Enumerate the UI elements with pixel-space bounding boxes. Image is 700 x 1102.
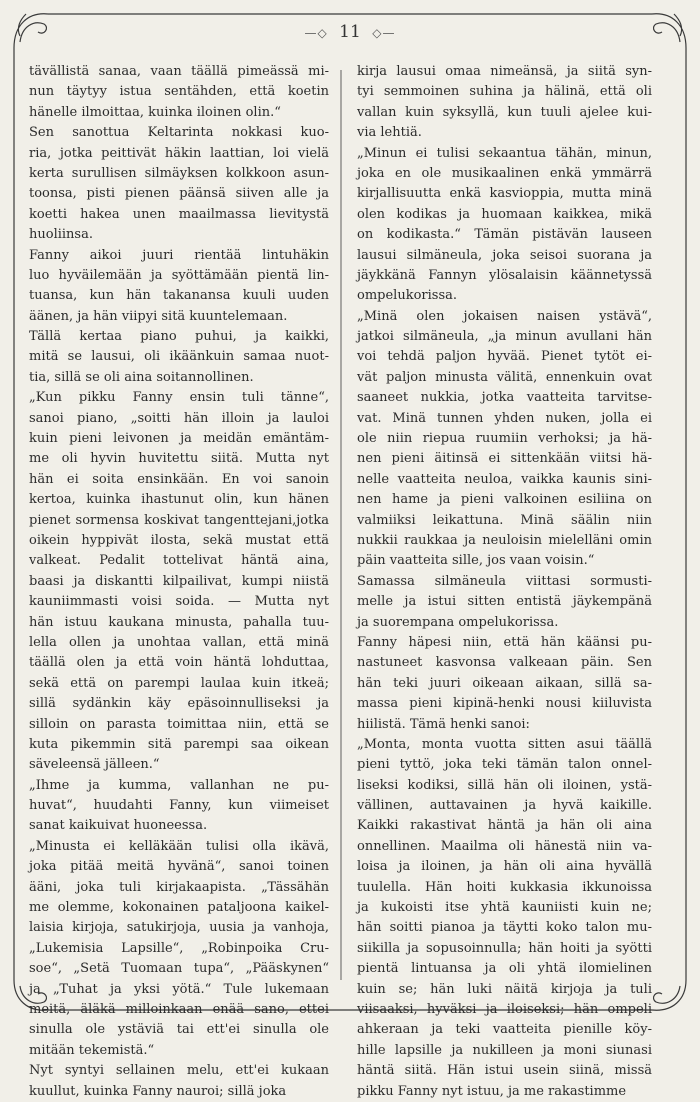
text-line: loisa ja iloinen, ja hän oli aina hyvällä xyxy=(357,859,652,875)
text-line: joka en ole musikaalinen enkä ymmärrä xyxy=(357,165,652,181)
text-line: ahkeraan ja teki vaatteita pienille köy- xyxy=(357,1022,652,1038)
text-line: mitään tekemistä.“ xyxy=(29,1042,155,1058)
text-line: hiilistä. Tämä henki sanoi: xyxy=(357,716,530,732)
text-line: ääni, joka tuli kirjakaapista. „Tässähän xyxy=(29,879,329,895)
text-line: nastuneet kasvonsa valkeaan päin. Sen xyxy=(357,655,652,671)
text-line: vällinen, auttavainen ja hyvä kaikille. xyxy=(357,798,652,814)
text-line: vät paljon minusta välitä, ennenkuin ovat xyxy=(357,369,652,385)
text-line: lella ollen ja unohtaa vallan, että minä xyxy=(29,634,329,650)
text-line: kuin pieni leivonen ja meidän emäntäm- xyxy=(29,431,329,447)
text-line: sekä että on parempi laulaa kuin itkeä; xyxy=(29,675,329,691)
text-line: kuta pikemmin sitä parempi saa oikean xyxy=(29,736,329,752)
text-line: koetti hakea unen maailmassa lievitystä xyxy=(29,206,329,222)
text-line: jatkoi silmäneula, „ja minun avullani hän xyxy=(357,329,652,345)
text-line: liseksi kodiksi, sillä hän oli iloinen, ystä- xyxy=(357,777,652,793)
header-ornament-left: —◇ xyxy=(304,26,328,40)
text-line: ria, jotka peittivät häkin laattian, loi vielä xyxy=(29,145,329,161)
text-line: sanoi piano, „soitti hän illoin ja lauloi xyxy=(29,410,329,426)
text-line: nelle vaatteita neuloa, vaikka kaunis sini- xyxy=(357,471,652,487)
text-line: joka pitää meitä hyvänä“, sanoi toinen xyxy=(29,859,329,875)
text-line: päin vaatteita sille, jos vaan voisin.“ xyxy=(357,553,595,569)
text-line: huvat“, huudahti Fanny, kun viimeiset xyxy=(29,798,329,814)
text-line: vat. Minä tunnen yhden nuken, jolla ei xyxy=(357,410,652,426)
text-line: siikilla ja sopusoinnulla; hän hoiti ja syötti xyxy=(357,940,652,956)
text-line: ja suorempana ompelukorissa. xyxy=(357,614,559,630)
text-line: me olemme, kokonainen pataljoona kaikel- xyxy=(29,900,329,916)
text-line: kirjallisuutta enkä kasvioppia, mutta minä xyxy=(357,186,652,202)
text-line: kauniimmasti voisi soida. — Mutta nyt xyxy=(29,594,329,610)
page-header xyxy=(0,22,700,48)
text-line: onnellinen. Maailma oli hänestä niin va- xyxy=(357,838,652,854)
text-line: hille lapsille ja nukilleen ja moni siunasi xyxy=(357,1042,652,1058)
text-line: tävällistä sanaa, vaan täällä pimeässä mi- xyxy=(29,64,329,79)
text-line: „Kun pikku Fanny ensin tuli tänne“, xyxy=(29,390,329,406)
text-line: Tällä kertaa piano puhui, ja kaikki, xyxy=(29,329,329,345)
text-line: sanat kaikuivat huoneessa. xyxy=(29,818,208,834)
text-line: viisaaksi, hyväksi ja iloiseksi; hän ompeli xyxy=(357,1001,652,1017)
text-line: säveleensä jälleen.“ xyxy=(29,757,160,773)
text-line: saaneet nukkia, jotka vaatteita tarvitse- xyxy=(357,390,652,406)
text-line: tia, sillä se oli aina soitannollinen. xyxy=(29,369,254,385)
text-line: Kaikki rakastivat häntä ja hän oli aina xyxy=(357,818,652,834)
text-line: Fanny aikoi juuri rientää lintuhäkin xyxy=(29,247,329,263)
text-line: pikku Fanny nyt istuu, ja me rakastimme xyxy=(357,1083,627,1099)
text-line: pieni tyttö, joka teki tämän talon onnel- xyxy=(357,757,652,773)
text-line: kerta surullisen silmäyksen kolkkoon asun- xyxy=(29,165,329,181)
text-line: kirja lausui omaa nimeänsä, ja siitä syn- xyxy=(357,64,652,79)
text-line: tuulella. Hän hoiti kukkasia ikkunoissa xyxy=(357,879,652,895)
text-line: nen hame ja pieni valkoinen esiliina on xyxy=(357,492,652,508)
text-line: hän istuu kaukana minusta, pahalla tuu- xyxy=(29,614,329,630)
text-line: „Lukemisia Lapsille“, „Robinpoika Cru- xyxy=(29,940,329,956)
text-line: kuin se; hän luki näitä kirjoja ja tuli xyxy=(357,981,652,997)
text-line: valmiiksi leikattuna. Minä säälin niin xyxy=(357,512,652,528)
text-line: Fanny häpesi niin, että hän käänsi pu- xyxy=(357,634,652,650)
text-column-left xyxy=(29,62,329,1099)
text-line: lausui silmäneula, joka seisoi suorana ja xyxy=(357,247,652,263)
text-line: „Minä olen jokaisen naisen ystävä“, xyxy=(357,308,652,324)
text-line: hän ei soita ensinkään. En voi sanoin xyxy=(29,471,329,487)
text-line: oikein hyppivät ilosta, sekä mustat että xyxy=(29,532,329,548)
text-line: tuansa, kun hän takanansa kuuli uuden xyxy=(29,288,329,304)
text-line: meitä, äläkä milloinkaan enää sano, ettei xyxy=(29,1001,329,1017)
text-line: on kodikasta.“ Tämän pistävän lauseen xyxy=(357,227,652,243)
text-line: me oli hyvin huvitettu siitä. Mutta nyt xyxy=(29,451,329,467)
text-line: mitä se lausui, oli ikäänkuin samaa nuot- xyxy=(29,349,329,365)
text-line: sinulla ole ystäviä tai ett'ei sinulla ole xyxy=(29,1022,329,1038)
text-line: kertoa, kuinka ihastunut olin, kun hänen xyxy=(29,492,329,508)
text-line: soe“, „Setä Tuomaan tupa“, „Pääskynen“ xyxy=(29,961,329,977)
text-line: huoliinsa. xyxy=(29,227,93,243)
ornament-bottom-right xyxy=(652,980,686,1010)
text-line: Sen sanottua Keltarinta nokkasi kuo- xyxy=(29,125,329,141)
text-line: Samassa silmäneula viittasi sormusti- xyxy=(357,573,652,589)
text-line: laisia kirjoja, satukirjoja, uusia ja vanhoja, xyxy=(29,920,329,936)
text-line: baasi ja diskantti kilpailivat, kumpi niistä xyxy=(29,573,329,589)
text-line: olen kodikas ja huomaan kaikkea, mikä xyxy=(357,206,652,222)
text-line: luo hyväilemään ja syöttämään pientä lin- xyxy=(29,267,329,283)
text-line: „Minusta ei kelläkään tulisi olla ikävä, xyxy=(29,838,329,854)
text-line: pientä lintuansa ja oli yhtä ilomielinen xyxy=(357,961,652,977)
text-line: nukkii raukkaa ja neuloisin mielelläni omin xyxy=(357,532,652,548)
text-line: ja kukoisti itse yhtä kauniisti kuin ne; xyxy=(357,900,652,916)
text-line: häntä siitä. Hän istui usein siinä, missä xyxy=(357,1063,652,1079)
text-line: melle ja istui sitten entistä jäykempänä xyxy=(357,594,652,610)
text-line: jäykkänä Fannyn ylösalaisin käännetyssä xyxy=(357,267,652,283)
text-line: massa pieni kipinä-henki nousi kiiluvista xyxy=(357,696,652,712)
text-line: sillä sydänkin käy epäsoinnulliseksi ja xyxy=(29,696,329,712)
text-line: kuullut, kuinka Fanny nauroi; sillä joka xyxy=(29,1083,287,1099)
page-number: 11 xyxy=(339,22,361,42)
text-line: voi tehdä paljon hyvää. Pienet tytöt ei- xyxy=(357,349,652,365)
text-column-right xyxy=(357,62,652,1099)
text-line: ole niin riepua ruumiin verhoksi; ja hä- xyxy=(357,431,652,447)
text-line: via lehtiä. xyxy=(357,125,422,141)
text-line: „Minun ei tulisi sekaantua tähän, minun, xyxy=(357,145,652,161)
text-line: vallan kuin syksyllä, kun tuuli ajelee kui- xyxy=(357,104,652,120)
text-line: valkeat. Pedalit tottelivat häntä aina, xyxy=(29,553,329,569)
text-line: „Monta, monta vuotta sitten asui täällä xyxy=(357,736,652,752)
text-line: pienet sormensa koskivat tangenttejani,jotka xyxy=(29,512,329,528)
text-line: Nyt syntyi sellainen melu, ett'ei kukaan xyxy=(29,1063,329,1079)
text-line: nun täytyy istua sentähden, että koetin xyxy=(29,84,329,100)
text-line: ja „Tuhat ja yksi yötä.“ Tule lukemaan xyxy=(29,981,329,997)
text-line: „Ihme ja kumma, vallanhan ne pu- xyxy=(29,777,329,793)
text-line: hän soitti pianoa ja täytti koko talon mu- xyxy=(357,920,652,936)
text-line: silloin on parasta toimittaa niin, että se xyxy=(29,716,329,732)
text-line: täällä olen ja että voin häntä lohduttaa, xyxy=(29,655,329,671)
text-line: toonsa, pisti pienen päänsä siiven alle ja xyxy=(29,186,329,202)
text-line: tyi semmoinen suhina ja hälinä, että oli xyxy=(357,84,652,100)
text-line: hän teki juuri oikeaan aikaan, sillä sa- xyxy=(357,675,652,691)
text-line: nen pieni äitinsä ei sittenkään viitsi hä- xyxy=(357,451,652,467)
text-line: äänen, ja hän viipyi sitä kuuntelemaan. xyxy=(29,308,288,324)
text-line: ompelukorissa. xyxy=(357,288,458,304)
text-line: hänelle ilmoittaa, kuinka iloinen olin.“ xyxy=(29,104,281,120)
header-ornament-right: ◇— xyxy=(372,26,396,40)
